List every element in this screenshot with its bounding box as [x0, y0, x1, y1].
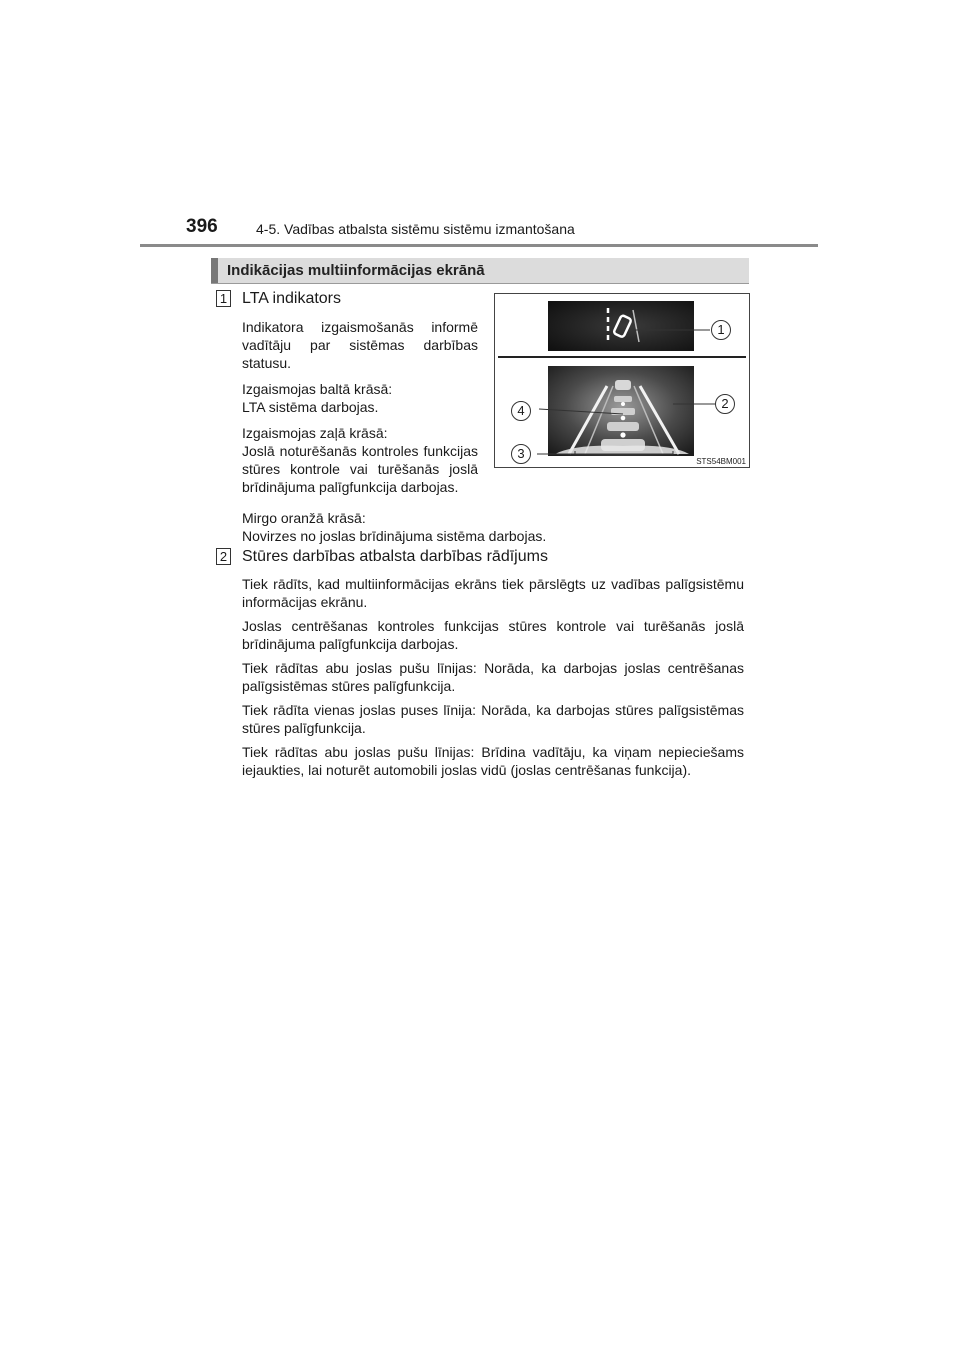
figure-code: STS54BM001 [696, 457, 746, 466]
orange-state-block [242, 509, 752, 545]
section-header [211, 258, 749, 284]
item2-paragraph: Tiek rādītas abu joslas pušu līnijas: Brīdina vadītāju, ka viņam nepieciešams iejaukties, lai noturēt automobili joslas vidū (joslas centrēšanas funkcija). [242, 744, 744, 778]
callout-2: 2 [715, 394, 735, 414]
display-illustration [494, 293, 750, 468]
orange-state-text: Novirzes no joslas brīdinājuma sistēma darbojas. [242, 528, 547, 544]
white-state-label: Izgaismojas baltā krāsā: [242, 381, 393, 397]
item-heading-lta: LTA indikators [242, 290, 342, 307]
item2-text-column [242, 575, 744, 779]
item1-text-column [242, 318, 478, 496]
header-divider [140, 244, 818, 247]
item2-paragraph: Tiek rādīts, kad multiinformācijas ekrāns tiek pārslēgts uz vadības palīgsistēmu informācijas ekrānu. [242, 576, 744, 610]
green-state-text: Joslā noturēšanās kontroles funkcijas stūres kontrole vai turēšanās joslā brīdinājuma palīgfunkcija darbojas. [242, 443, 478, 495]
green-state-label: Izgaismojas zaļā krāsā: [242, 425, 388, 441]
lta-indicator-panel [548, 301, 694, 351]
item2-paragraph: Tiek rādīta vienas joslas puses līnija: Norāda, ka darbojas stūres palīgsistēmas stūres palīgfunkcija. [242, 702, 744, 736]
white-state-text: LTA sistēma darbojas. [242, 399, 379, 415]
item-number-badge: 1 [216, 290, 231, 307]
callout-3: 3 [511, 444, 531, 464]
callout-1: 1 [711, 320, 731, 340]
page-number: 396 [186, 216, 218, 237]
item2-paragraph: Tiek rādītas abu joslas pušu līnijas: Norāda, ka darbojas joslas centrēšanas palīgsistēmas stūres palīgfunkcija. [242, 660, 744, 694]
vehicle-ahead-icon [615, 380, 631, 390]
display-illustration-svg [495, 294, 749, 467]
chapter-title: 4-5. Vadības atbalsta sistēmu sistēmu izmantošana [256, 221, 575, 237]
section-title: Indikācijas multiinformācijas ekrānā [227, 262, 485, 279]
orange-state-label: Mirgo oranžā krāsā: [242, 510, 366, 526]
item2-paragraph: Joslas centrēšanas kontroles funkcijas stūres kontrole vai turēšanās joslā brīdinājuma palīgfunkcija darbojas. [242, 618, 744, 652]
item-number-badge: 2 [216, 548, 231, 565]
item-heading-steering-assist: Stūres darbības atbalsta darbības rādījums [242, 548, 548, 565]
callout-4: 4 [511, 401, 531, 421]
item1-para: Indikatora izgaismošanās informē vadītāju par sistēmas darbības statusu. [242, 319, 478, 371]
section-accent [211, 258, 218, 283]
